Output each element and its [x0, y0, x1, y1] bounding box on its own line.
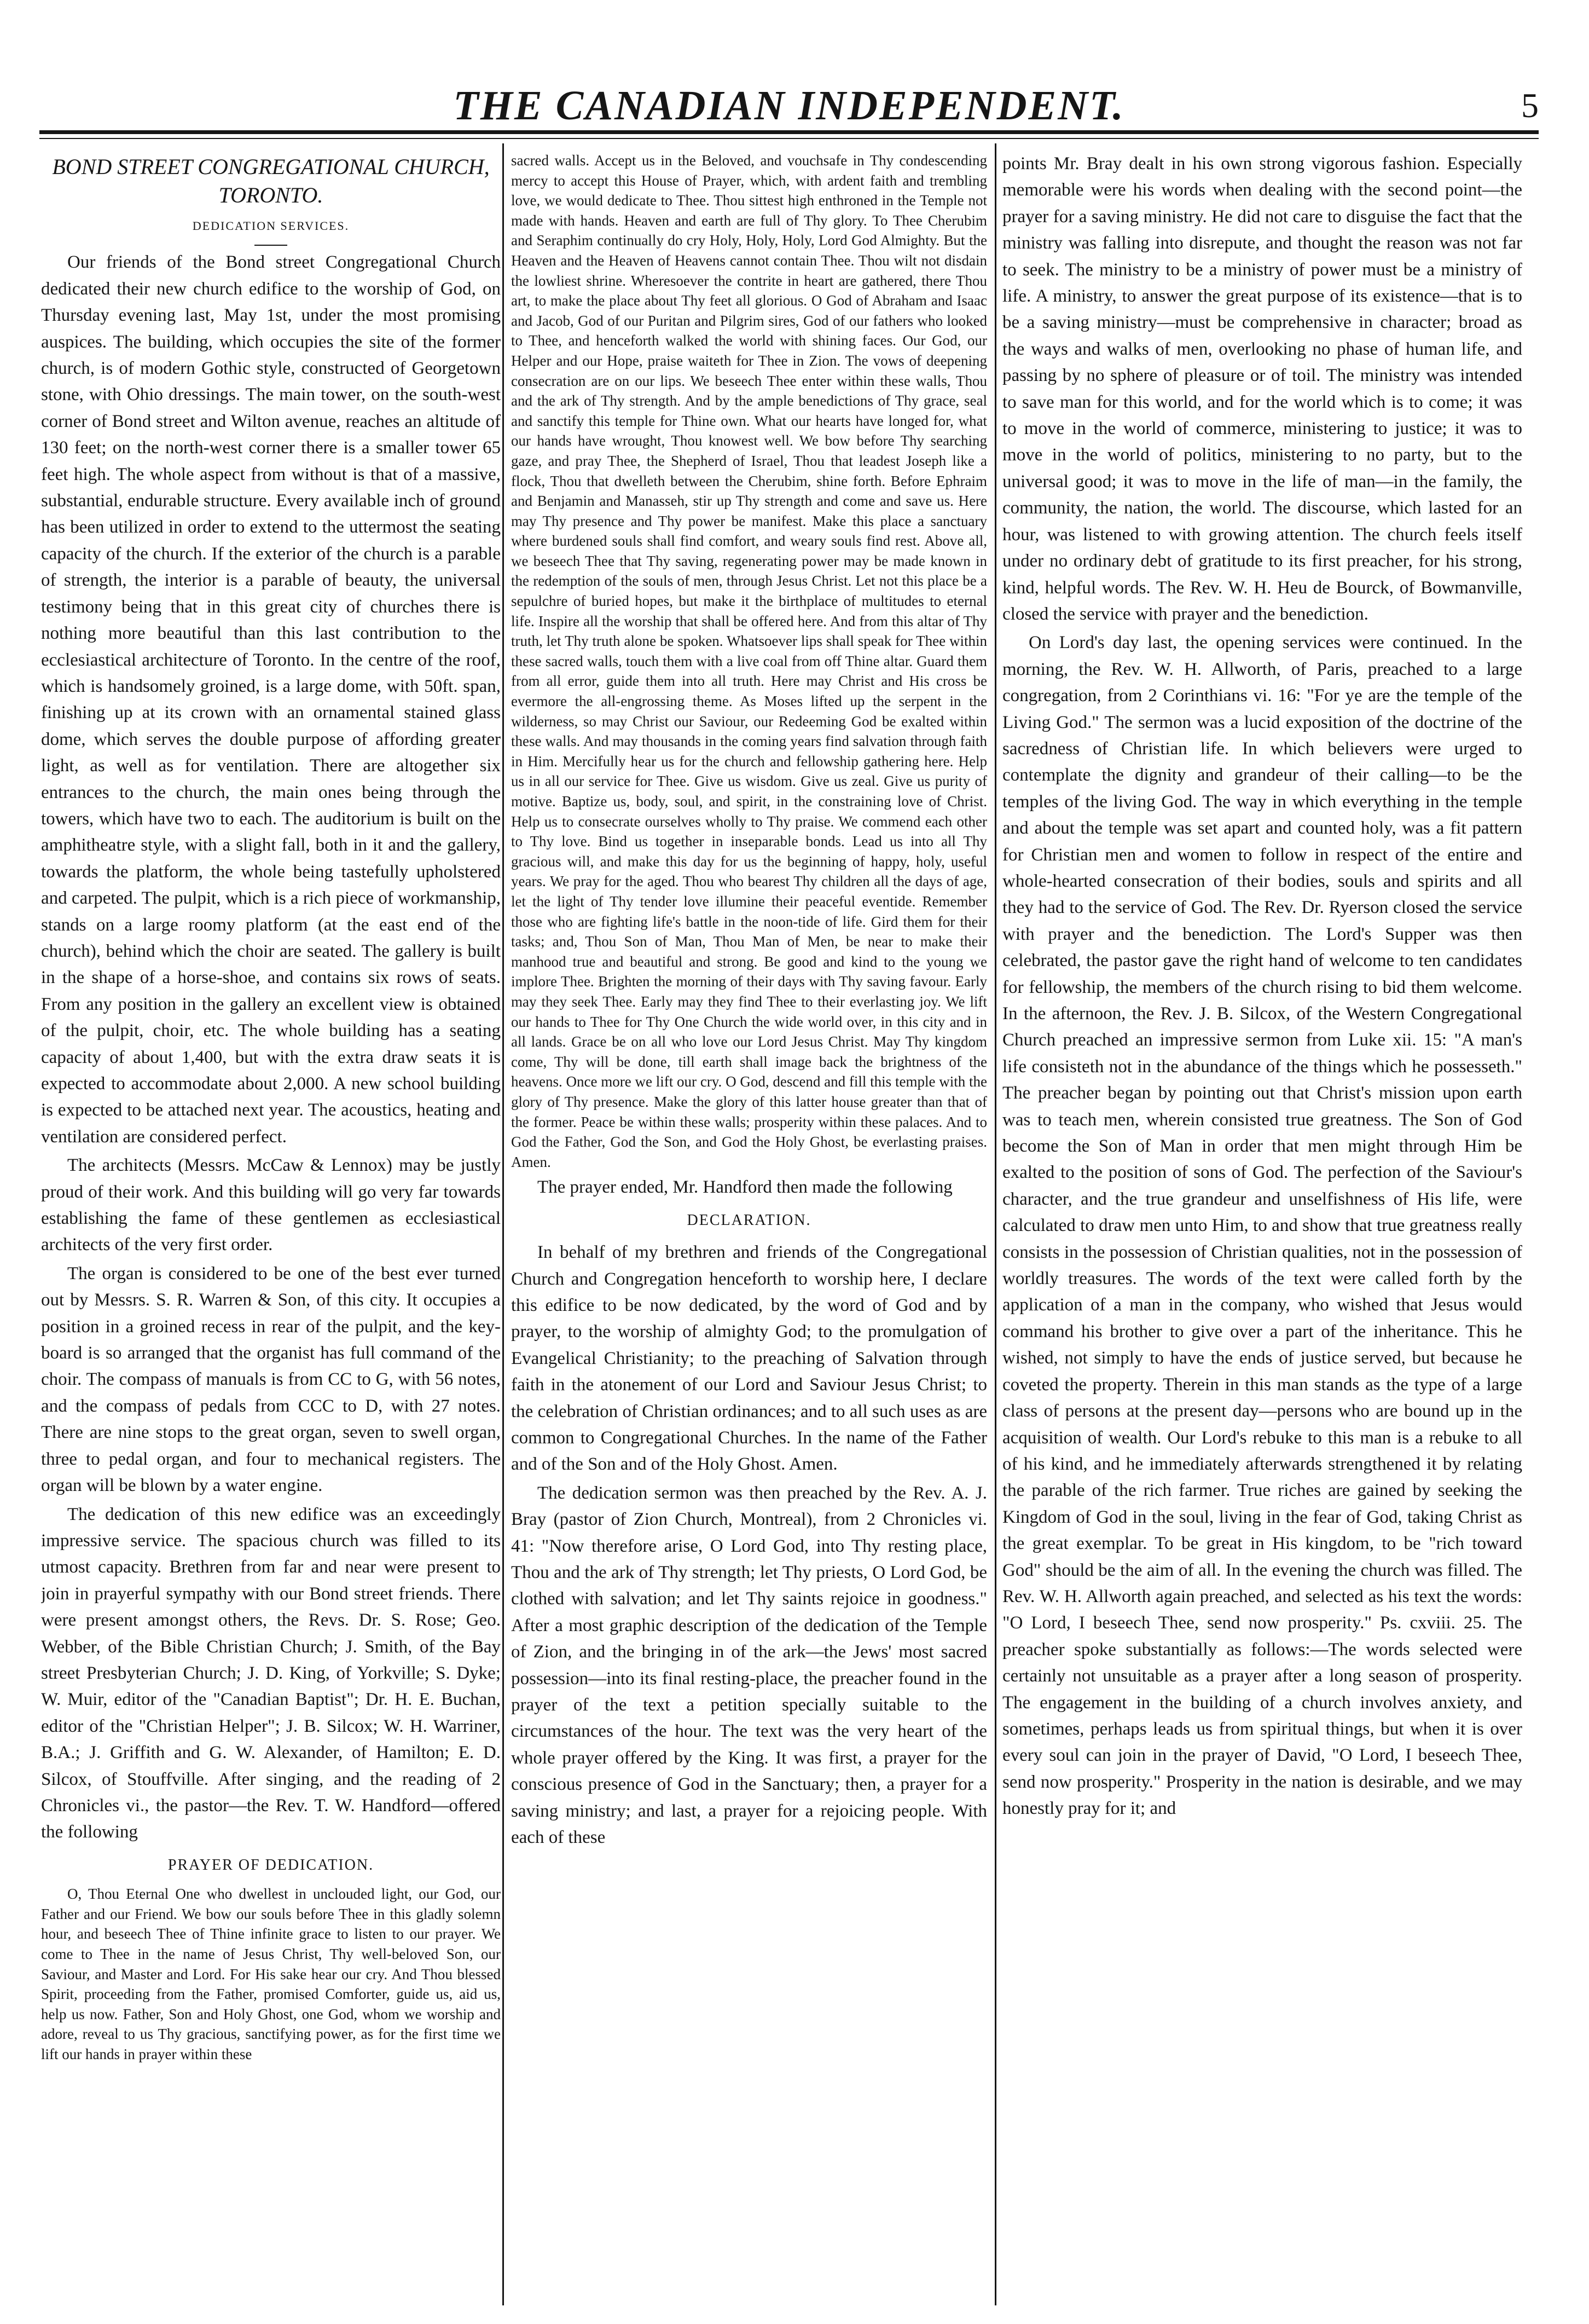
column-divider-2 — [995, 143, 996, 2305]
article-paragraph: The dedication sermon was then preached by the Rev. A. J. Bray (pastor of Zion Church, Montreal), from 2 Chronicles vi. 41: "Now therefore arise, O Lord God, into Thy resting place, Thou and the ark of Thy strength; let Thy priests, O Lord God, be clothed with salvation; and let Thy saints rejoice in goodness." After a most graphic description of the dedication of the Temple of Zion, and the bringing in of the ark—the Jews' most sacred possession—into its final resting-place, the preacher found in the prayer of the text a petition specially suitable to the circumstances of the hour. The text was the very heart of the whole prayer offered by the King. It was first, a prayer for the conscious presence of God in the Sanctuary; then, a prayer for a saving ministry; and last, a prayer for a rejoicing people. With each of these — [511, 1483, 987, 1848]
article-subhead: DEDICATION SERVICES. — [192, 219, 350, 233]
column-divider-1 — [502, 143, 504, 2305]
page-number: 5 — [1521, 86, 1539, 125]
subhead-rule — [254, 245, 287, 246]
article-paragraph: The architects (Messrs. McCaw & Lennox) may be justly proud of their work. And this building will go very far towards establishing the fame of these gentlemen as ecclesiastical architects of the very first order. — [41, 1155, 501, 1255]
prayer-text: O, Thou Eternal One who dwellest in unclouded light, our God, our Father and our Friend. We bow our souls before Thee in this gladly solemn hour, and beseech Thee of Thine infinite grace to listen to our prayer. We come to Thee in the name of Jesus Christ, Thy well-beloved Son, our Saviour, and Master and Lord. For His sake hear our cry. And Thou blessed Spirit, proceeding from the Father, promised Comforter, guide us, aid us, help us now. Father, Son and Holy Ghost, one God, whom we worship and adore, reveal to us Thy gracious, sanctifying power, as for the first time we lift our hands in prayer within these — [41, 1886, 501, 2062]
column-3 — [1002, 151, 1522, 2302]
article-paragraph: points Mr. Bray dealt in his own strong vigorous fashion. Especially memorable were his words when dealing with the second point—the prayer for a saving ministry. He did not care to disguise the fact that the ministry was falling into disrepute, and thought the reason was not far to seek. The ministry to be a ministry of power must be a ministry of life. A ministry, to answer the great purpose of its existence—that is to be a saving ministry—must be comprehensive in character; broad as the ways and walks of men, overlooking no phase of human life, and passing by no sphere of pleasure or of toil. The ministry was intended to save man for this world, and for the world which is to come; it was to move in the world of commerce, ministering to justice; it was to move in the world of politics, ministering to no party, but to the universal good; it was to move in the life of man—in the family, the community, the nation, the world. The discourse, which lasted for an hour, was listened to with growing attention. The church feels itself under no ordinary debt of gratitude to its first preacher, for his strong, kind, helpful words. The Rev. W. H. Heu de Bourck, of Bowmanville, closed the service with prayer and the benediction. — [1002, 154, 1522, 624]
article-paragraph: On Lord's day last, the opening services were continued. In the morning, the Rev. W. H. Allworth, of Paris, preached to a large congregation, from 2 Corinthians vi. 16: "For ye are the temple of the Living God." The sermon was a lucid exposition of the doctrine of the sacredness of Christian life. In which believers were urged to contemplate the dignity and grandeur of their calling—to be the temples of the living God. The way in which everything in the temple and about the temple was set apart and counted holy, was a fit pattern for Christian men and women to follow in respect of the entire and whole-hearted consecration of their bodies, souls and spirits and all they had to the service of God. The Rev. Dr. Ryerson closed the service with prayer and the benediction. The Lord's Supper was then celebrated, the pastor gave the right hand of welcome to ten candidates for fellowship, the members of the church rising to bid them welcome. In the afternoon, the Rev. J. B. Silcox, of the Western Congregational Church preached an impressive sermon from Luke xii. 15: "A man's life consisteth not in the abundance of the things which he possesseth." The preacher began by pointing out that Christ's mission upon earth was to teach men, wherein consisted true greatness. The Son of God become the Son of Man in order that men might through Him be exalted to the position of sons of God. The perfection of the Saviour's character, and the true grandeur and unselfishness of His life, were calculated to draw men unto Him, to and show that true greatness really consists in the possession of Christian qualities, not in the possession of worldly treasures. The words of the text were called forth by the application of a man in the company, who wished that Jesus would command his brother to give over a part of the inheritance. This he wished, not simply to have the ends of justice served, but because he coveted the property. Therein in this man stands as the type of a large class of persons at the present day—persons who are bound up in the acquisition of wealth. Our Lord's rebuke to this man is a rebuke to all of his kind, and he immediately afterwards strengthened it by relating the parable of the rich farmer. True riches are gained by seeking the Kingdom of God in the soul, living in the fear of God, taking Christ as the great exemplar. To be great in His kingdom, to be "rich toward God" should be the aim of all. In the evening the church was filled. The Rev. W. H. Allworth again preached, and selected as his text the words: "O Lord, I beseech Thee, send now prosperity." Ps. cxviii. 25. The preacher spoke substantially as follows:—The words selected were certainly not unsuitable as a prayer after a long season of prosperity. The engagement in the building of a church involves anxiety, and sometimes, perhaps leads us from spiritual things, but when it is over every soul can join in the prayer of David, "O Lord, I beseech Thee, send now prosperity." Prosperity in the nation is desirable, and we may honestly pray for it; and — [1002, 633, 1522, 1819]
masthead-rule-thin — [39, 138, 1539, 139]
article-paragraph: Our friends of the Bond street Congregational Church dedicated their new church edifice to the worship of God, on Thursday evening last, May 1st, under the most promising auspices. The building, which occupies the site of the former church, is of modern Gothic style, constructed of Georgetown stone, with Ohio dressings. The main tower, on the south-west corner of Bond street and Wilton avenue, reaches an altitude of 130 feet; on the north-west corner there is a smaller tower 65 feet high. The whole aspect from without is that of a massive, substantial, endurable structure. Every available inch of ground has been utilized in order to extend to the uttermost the seating capacity of the church. If the exterior of the church is a parable of strength, the interior is a parable of beauty, the universal testimony being that in this great city of churches there is nothing more beautiful than this last contribution to the ecclesiastical architecture of Toronto. In the centre of the roof, which is handsomely groined, is a large dome, with 50ft. span, finishing up at its crown with an ornamental stained glass dome, which serves the double purpose of affording greater light, as well as for ventilation. There are altogether six entrances to the church, the main ones being through the towers, which have two to each. The auditorium is built on the amphitheatre style, with a slight fall, both in it and the gallery, towards the platform, the whole being tastefully upholstered and carpeted. The pulpit, which is a rich piece of workmanship, stands on a large roomy platform (at the east end of the church), behind which the choir are seated. The gallery is built in the shape of a horse-shoe, and contains six rows of seats. From any position in the gallery an excellent view is obtained of the pulpit, choir, etc. The whole building has a seating capacity of about 1,400, but with the extra draw seats it is expected to accommodate about 2,000. A new school building is expected to be attached next year. The acoustics, heating and ventilation are considered perfect. — [41, 252, 501, 1147]
prayer-text-continued: sacred walls. Accept us in the Beloved, and vouchsafe in Thy condescending mercy to accept this House of Prayer, which, with ardent faith and trembling love, we would dedicate to Thee. Thou sittest high enthroned in the Temple not made with hands. Heaven and earth are full of Thy glory. To Thee Cherubim and Seraphim continually do cry Holy, Holy, Holy, Lord God Almighty. But the Heaven and the Heaven of Heavens cannot contain Thee. Thou wilt not disdain the lowliest shrine. Wheresoever the contrite in heart are gathered, there Thou art, to make the place about Thy feet all glorious. O God of Abraham and Isaac and Jacob, God of our Puritan and Pilgrim sires, God of our fathers who looked to Thee, and henceforth walked the world with shining faces. Our God, our Helper and our Hope, praise waiteth for Thee in Zion. The vows of deepening consecration are on our lips. We beseech Thee enter within these walls, Thou and the ark of Thy strength. And by the ample benedictions of Thy grace, seal and sanctify this temple for Thine own. What our hearts have longed for, what our hands have wrought, Thou knowest well. We bow before Thy searching gaze, and pray Thee, the Shepherd of Israel, Thou that leadest Joseph like a flock, Thou that dwelleth between the Cherubim, shine forth. Before Ephraim and Benjamin and Manasseh, stir up Thy strength and come and save us. Here may Thy presence and Thy power be manifest. Make this place a sanctuary where burdened souls shall find comfort, and weary souls find rest. Above all, we beseech Thee that Thy saving, regenerating power may be made known in the redemption of the souls of men, through Jesus Christ. Let not this place be a sepulchre of buried hopes, but make it the birthplace of multitudes to eternal life. Inspire all the worship that shall be offered here. And from this altar of Thy truth, let Thy truth alone be spoken. Whatsoever lips shall speak for Thee within these sacred walls, touch them with a live coal from off Thine altar. Guard them from all error, guide them into all truth. Here may Christ and His cross be evermore the all-engrossing theme. As Moses lifted up the serpent in the wilderness, so may Christ our Saviour, our Redeeming God be exalted within these walls. And may thousands in the coming years find salvation through faith in Him. Mercifully hear us for the church and fellowship gathering here. Help us in all our service for Thee. Give us wisdom. Give us zeal. Give us purity of motive. Baptize us, body, soul, and spirit, in the constraining love of Christ. Help us to consecrate ourselves wholly to Thy praise. We commend each other to Thy love. Bind us together in inseparable bonds. Lead us into all Thy gracious will, and make this day for us the beginning of happy, holy, useful years. We pray for the aged. Thou who bearest Thy children all the days of age, let the light of Thy tender love illumine their peaceful eventide. Remember those who are fighting life's battle in the noon-tide of life. Gird them for their tasks; and, Thou Son of Man, Thou Man of Men, be near to make their manhood true and beautiful and strong. Be good and kind to the young we implore Thee. Brighten the morning of their days with Thy saving favour. Early may they seek Thee. Early may they find Thee to their everlasting joy. We lift our hands to Thee for Thy One Church the wide world over, in this city and in all lands. Grace be on all who love our Lord Jesus Christ. May Thy kingdom come, Thy will be done, till earth shall image back the brightness of the heavens. Once more we lift our cry. O God, descend and fill this temple with the glory of Thy presence. Make the glory of this latter house greater than that of the former. Peace be within these walls; prosperity within these palaces. And to God the Father, God the Son, and God the Holy Ghost, be everlasting praises. Amen. — [511, 152, 987, 1170]
article-headline: BOND STREET CONGREGATIONAL CHURCH, TORONTO. — [52, 154, 490, 207]
article-paragraph: The dedication of this new edifice was an exceedingly impressive service. The spacious church was filled to its utmost capacity. Brethren from far and near were present to join in prayerful sympathy with our Bond street friends. There were present amongst others, the Revs. Dr. S. Rose; Geo. Webber, of the Bible Christian Church; J. Smith, of the Bay street Presbyterian Church; J. D. King, of Yorkville; S. Dyke; W. Muir, editor of the "Canadian Baptist"; Dr. H. E. Buchan, editor of the "Christian Helper"; J. B. Silcox; W. H. Warriner, B.A.; J. Griffith and G. W. Alexander, of Hamilton; E. D. Silcox, of Stouffville. After singing, and the reading of 2 Chronicles vi., the pastor—the Rev. T. W. Handford—offered the following — [41, 1504, 501, 1842]
prayer-heading: PRAYER OF DEDICATION. — [167, 1856, 374, 1874]
declaration-text: In behalf of my brethren and friends of the Congregational Church and Congregation henceforth to worship here, I declare this edifice to be now dedicated, by the word of God and by prayer, to the worship of almighty God; to the promulgation of Evangelical Christianity; to the preaching of Salvation through faith in the atonement of our Lord and Saviour Jesus Christ; to the celebration of Christian ordinances; and to all such uses as are common to Congregational Churches. In the name of the Father and of the Son and of the Holy Ghost. Amen. — [511, 1242, 987, 1475]
masthead-rule-thick — [39, 130, 1539, 134]
column-1 — [41, 151, 501, 2302]
article-paragraph: The prayer ended, Mr. Handford then made the following — [537, 1177, 953, 1198]
newspaper-title: THE CANADIAN INDEPENDENT. — [453, 83, 1125, 129]
column-2 — [511, 151, 987, 2302]
article-paragraph: The organ is considered to be one of the best ever turned out by Messrs. S. R. Warren & Son, of this city. It occupies a position in a groined recess in rear of the pulpit, and the key-board is so arranged that the organist has full command of the choir. The compass of manuals is from CC to G, with 56 notes, and the compass of pedals from CCC to D, with 27 notes. There are nine stops to the great organ, seven to swell organ, three to pedal organ, and four to mechanical registers. The organ will be blown by a water engine. — [41, 1263, 501, 1496]
declaration-heading: DECLARATION. — [687, 1211, 811, 1229]
